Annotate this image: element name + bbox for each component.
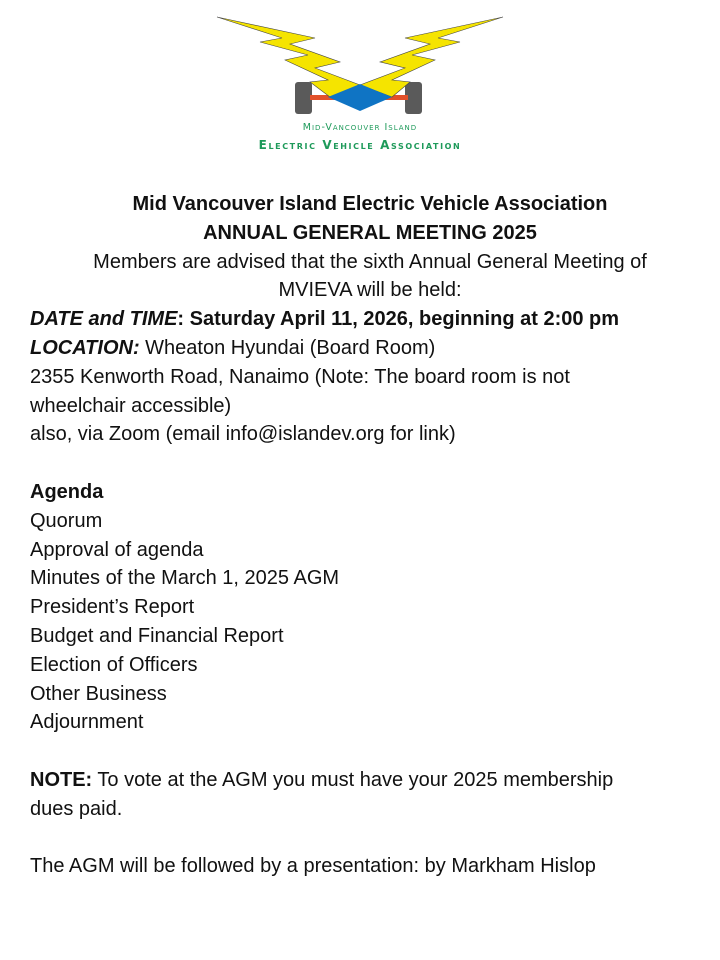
location-label: LOCATION: bbox=[30, 336, 140, 359]
meeting-title: ANNUAL GENERAL MEETING 2025 bbox=[203, 221, 537, 244]
note-label: NOTE: bbox=[30, 768, 93, 791]
zoom-info: also, via Zoom (email info@islandev.org for link) bbox=[30, 423, 456, 446]
left-lightning-bolt-icon bbox=[217, 17, 360, 97]
right-lightning-bolt-icon bbox=[360, 17, 503, 97]
agenda-item: Other Business bbox=[30, 682, 167, 705]
date-sep: : bbox=[177, 308, 185, 331]
agenda-item: Quorum bbox=[30, 509, 103, 532]
date-value: Saturday April 11, 2026, beginning at 2:00 pm bbox=[184, 308, 620, 331]
agenda-item: President’s Report bbox=[30, 596, 195, 619]
date-label: DATE and TIME bbox=[30, 308, 178, 331]
date-time bbox=[30, 305, 700, 334]
agenda-item: Budget and Financial Report bbox=[30, 624, 284, 647]
intro-line-1: Members are advised that the sixth Annual General Meeting of bbox=[93, 250, 647, 273]
location-value: Wheaton Hyundai (Board Room) bbox=[139, 336, 436, 359]
agenda-heading: Agenda bbox=[30, 480, 104, 503]
logo-text-line1: Mid-Vancouver Island bbox=[302, 122, 418, 133]
org-name: Mid Vancouver Island Electric Vehicle Association bbox=[132, 193, 608, 215]
intro-line-2: MVIEVA will be held: bbox=[278, 279, 462, 302]
agenda-item: Approval of agenda bbox=[30, 538, 204, 561]
note-line-1 bbox=[30, 766, 700, 795]
note-text: To vote at the AGM you must have your 2025 membership bbox=[92, 768, 614, 791]
location bbox=[30, 334, 700, 363]
meeting-notice bbox=[30, 190, 700, 881]
agenda-item: Minutes of the March 1, 2025 AGM bbox=[30, 567, 340, 590]
logo-text-line2: Electric Vehicle Association bbox=[258, 138, 462, 152]
agenda-item: Adjournment bbox=[30, 711, 144, 734]
mvieva-logo bbox=[200, 0, 520, 160]
left-tire-icon bbox=[295, 82, 312, 114]
agenda-item: Election of Officers bbox=[30, 653, 198, 676]
address-line-1: 2355 Kenworth Road, Nanaimo (Note: The board room is not bbox=[30, 365, 570, 388]
note-line-2: dues paid. bbox=[30, 797, 123, 820]
address-line-2: wheelchair accessible) bbox=[30, 394, 232, 417]
presentation-info: The AGM will be followed by a presentation: by Markham Hislop bbox=[30, 855, 596, 878]
